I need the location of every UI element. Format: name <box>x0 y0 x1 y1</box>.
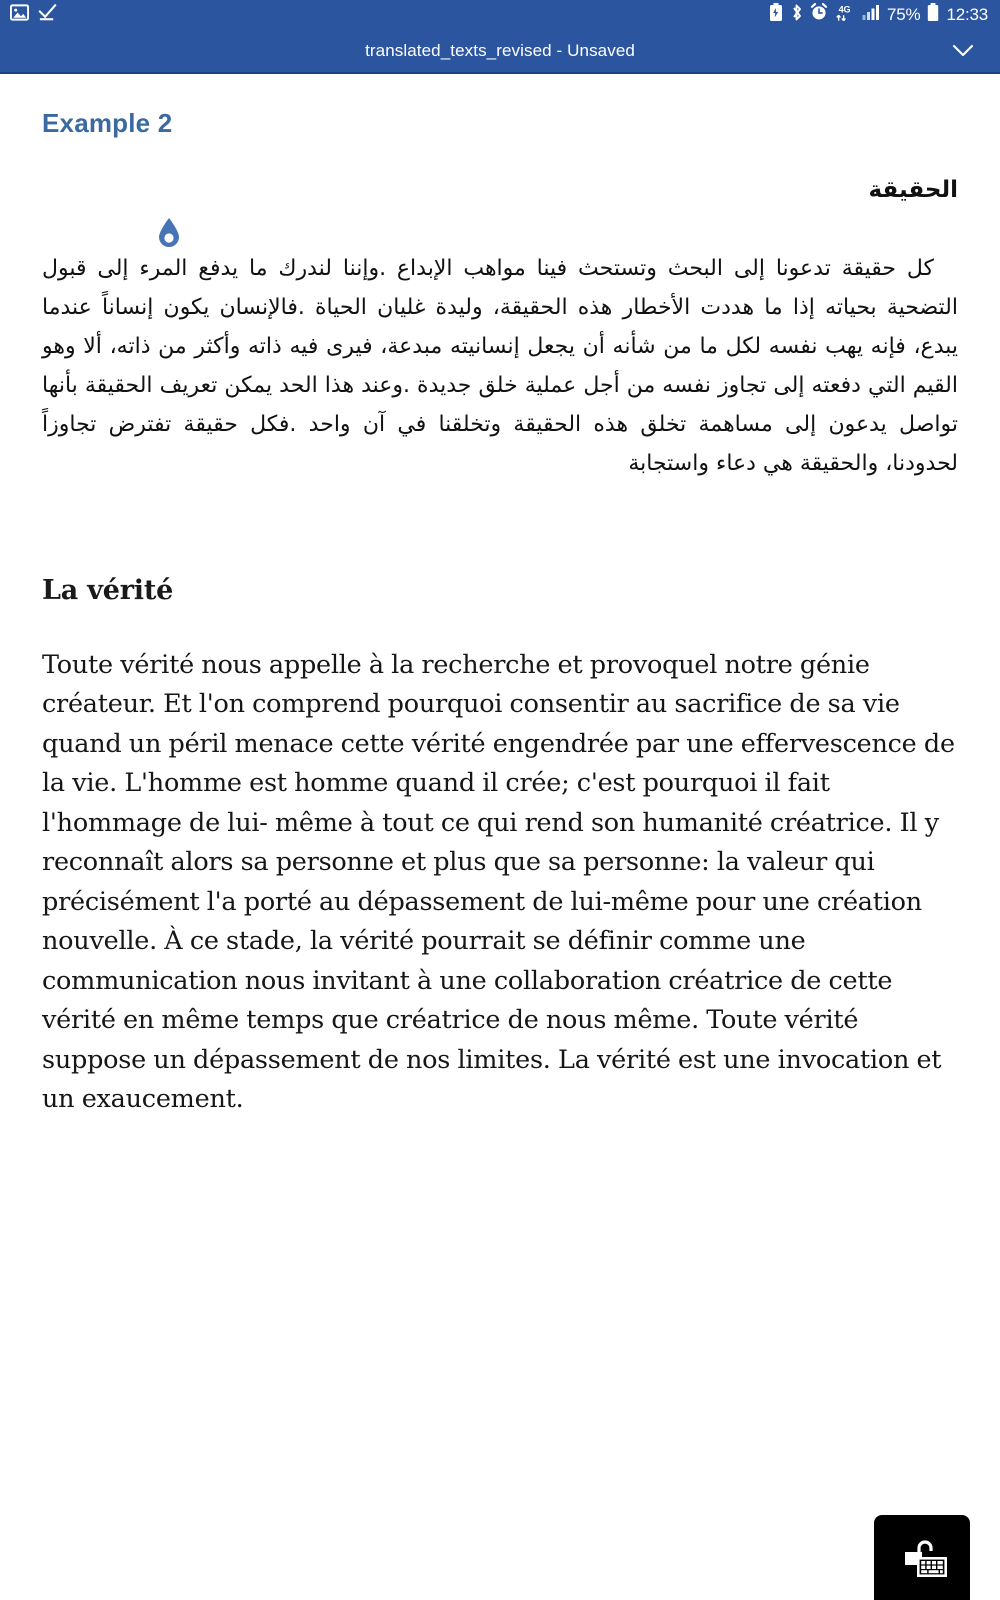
download-complete-check-icon <box>38 3 57 27</box>
text-cursor-handle[interactable] <box>154 217 184 251</box>
status-bar-left-icons <box>10 3 57 27</box>
android-status-bar <box>0 0 1000 29</box>
show-keyboard-button[interactable] <box>874 1515 970 1600</box>
app-title-bar <box>0 29 1000 74</box>
svg-text:4G: 4G <box>838 4 851 14</box>
keyboard-unlock-icon <box>895 1537 949 1586</box>
battery-saver-icon <box>769 3 783 26</box>
bluetooth-icon <box>790 3 803 27</box>
arabic-paragraph: كل حقيقة تدعونا إلى البحث وتستحث فينا مواهب الإبداع .وإننا لندرك ما يدفع المرء إلى قبول التضحية بحياته إذا ما هددت الأخطار هذه الحقيقة، وليدة غليان الحياة .فالإنسان يكون إنساناً عندما يبدع، فإنه يهب نفسه لكل ما من شأنه أن يجعل إنسانيته مبدعة، فيرى فيه ذاته وأكثر من ذاته، ألا وهو القيم التي دفعته إلى تجاوز نفسه من أجل عملية خلق جديدة .وعند هذا الحد يمكن تعريف الحقيقة بأنها تواصل يدعون إلى مساهمة تخلق هذه الحقيقة وتخلقنا في آن واحد .فكل حقيقة تفترض تجاوزاً لحدودنا، والحقيقة هي دعاء واستجابة <box>42 255 958 476</box>
document-content-area[interactable] <box>0 74 1000 1600</box>
signal-bars-icon <box>862 4 880 26</box>
alarm-clock-icon <box>810 3 828 26</box>
french-heading: La vérité <box>42 574 174 606</box>
battery-icon <box>927 3 939 26</box>
chevron-down-icon[interactable] <box>952 40 974 62</box>
example-label: Example 2 <box>42 108 173 138</box>
arabic-heading: الحقيقة <box>868 177 958 203</box>
french-paragraph: Toute vérité nous appelle à la recherche et provoquel notre génie créateur. Et l'on comprend pourquoi consentir au sacrifice de sa vie quand un péril menace cette vérité engendrée par une effervescence de la vie. L'homme est homme quand il crée; c'est pourquoi il fait l'hommage de lui- même à tout ce qui rend son humanité créatrice. Il y reconnaît alors sa personne et plus que sa personne: la valeur qui précisément l'a porté au dépassement de lui-même pour une création nouvelle. À ce stade, la vérité pourrait se définir comme une communication nous invitant à une collaboration créatrice de cette vérité en même temps que créatrice de nous même. Toute vérité suppose un dépassement de nos limites. La vérité est une invocation et un exaucement. <box>42 649 955 1115</box>
battery-percent-label: 75% <box>887 5 921 24</box>
status-bar-right-icons <box>769 3 988 27</box>
clock-label: 12:33 <box>946 5 988 24</box>
document-title: translated_texts_revised - Unsaved <box>365 40 635 60</box>
mobile-data-4g-icon <box>835 3 855 27</box>
screenshot-image-icon <box>10 3 29 27</box>
